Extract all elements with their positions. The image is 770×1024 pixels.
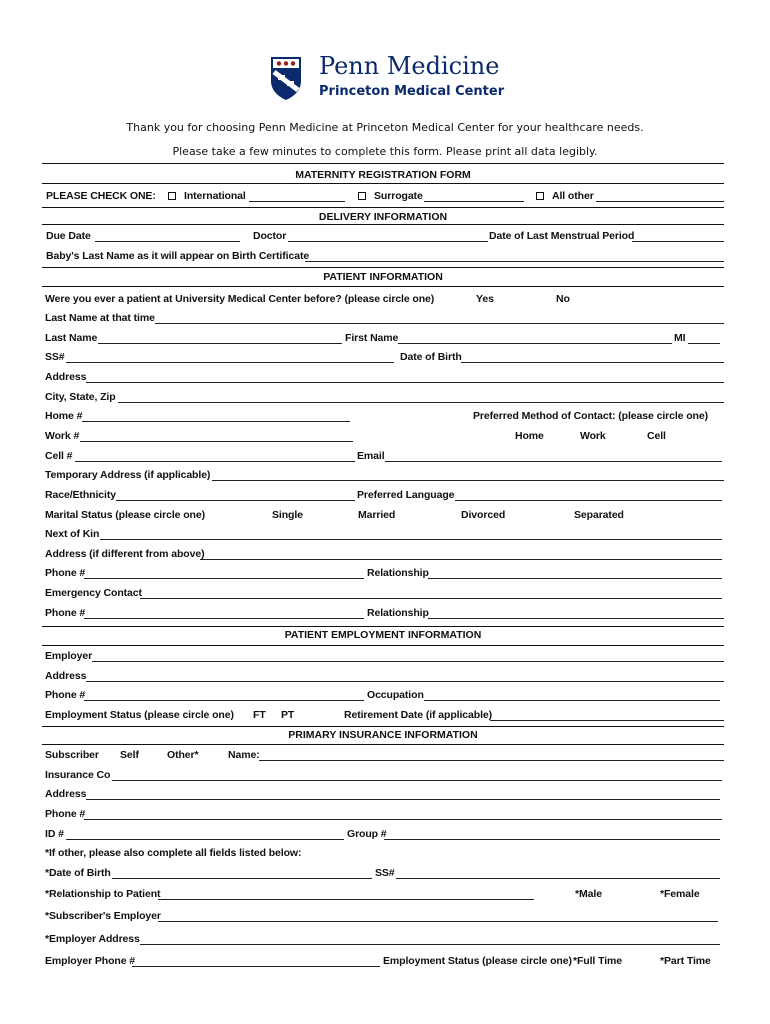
check-label: PLEASE CHECK ONE: [46,190,156,202]
first-name-label: First Name [345,332,399,344]
group-field[interactable] [384,839,720,840]
sub-employer-label: *Subscriber's Employer [45,910,161,922]
kin-label: Next of Kin [45,528,100,540]
language-label: Preferred Language [357,489,455,501]
penn-shield-icon [269,55,303,101]
ins-phone-label: Phone # [45,808,86,820]
option-no[interactable]: No [556,293,570,305]
checkbox-international[interactable] [168,190,246,202]
doctor-label: Doctor [253,230,287,242]
relationship-label: *Relationship to Patient [45,888,161,900]
emp-phone2-label: Employer Phone # [45,955,136,967]
employer-label: Employer [45,650,93,662]
emerg-phone-label: Phone # [45,607,86,619]
temp-address-label: Temporary Address (if applicable) [45,469,211,481]
option-full-time[interactable]: *Full Time [573,955,622,967]
cell-phone-label: Cell # [45,450,73,462]
group-label: Group # [347,828,387,840]
baby-name-field[interactable] [305,261,724,262]
emp-phone-field[interactable] [84,700,364,701]
kin-rel-field[interactable] [428,578,722,579]
option-work[interactable]: Work [580,430,606,442]
all-other-label: All other [552,190,594,202]
ins-co-field[interactable] [112,780,722,781]
emp-status2-label: Employment Status (please circle one) [383,955,572,967]
option-other[interactable]: Other* [167,749,199,761]
divider [42,744,724,745]
insurance-title: PRIMARY INSURANCE INFORMATION [288,729,478,741]
ins-address-field[interactable] [86,799,720,800]
baby-name-label: Baby's Last Name as it will appear on Birth Certificate [46,250,310,262]
option-part-time[interactable]: *Part Time [660,955,711,967]
emp-addr-label: *Employer Address [45,933,140,945]
option-separated[interactable]: Separated [574,509,624,521]
sub-employer-field[interactable] [158,921,718,922]
csz-label: City, State, Zip [45,391,116,403]
cell-phone-field[interactable] [75,461,355,462]
intro-line-2: Please take a few minutes to complete this form. Please print all data legibly. [172,145,598,158]
option-home[interactable]: Home [515,430,544,442]
email-field[interactable] [385,461,722,462]
brand-subtitle: Princeton Medical Center [319,84,505,99]
emerg-phone-field[interactable] [84,618,364,619]
language-field[interactable] [455,500,722,501]
temp-address-field[interactable] [212,480,724,481]
work-phone-field[interactable] [80,441,353,442]
ins-address-label: Address [45,788,87,800]
addr-diff-field[interactable] [200,559,722,560]
marital-label: Marital Status (please circle one) [45,509,205,521]
dob-label: Date of Birth [400,351,462,363]
emp-status-label: Employment Status (please circle one) [45,709,234,721]
divider [42,207,724,208]
emp-phone2-field[interactable] [132,966,380,967]
subscriber-label: Subscriber [45,749,99,761]
option-married[interactable]: Married [358,509,396,521]
emerg-rel-label: Relationship [367,607,429,619]
divider [42,626,724,627]
occupation-field[interactable] [424,700,720,701]
checkbox-surrogate[interactable] [358,190,423,202]
last-name-then-field[interactable] [155,323,724,324]
checkbox-all-other[interactable] [536,190,594,202]
employer-field[interactable] [92,661,724,662]
divider [42,224,724,225]
occupation-label: Occupation [367,689,424,701]
prev-patient-label: Were you ever a patient at University Medical Center before? (please circle one) [45,293,435,305]
brand-name: Penn Medicine [319,52,500,80]
patient-title: PATIENT INFORMATION [323,271,443,283]
option-single[interactable]: Single [272,509,303,521]
emp-address-field[interactable] [86,681,724,682]
address-field[interactable] [86,382,724,383]
sub-dob-label: *Date of Birth [45,867,111,879]
ins-co-label: Insurance Co [45,769,111,781]
surrogate-line [424,201,524,202]
id-field[interactable] [66,839,344,840]
lmp-field[interactable] [632,241,724,242]
option-cell[interactable]: Cell [647,430,666,442]
last-name-then-label: Last Name at that time [45,312,155,324]
kin-phone-field[interactable] [84,578,364,579]
kin-phone-label: Phone # [45,567,86,579]
race-label: Race/Ethnicity [45,489,116,501]
all-other-line [596,201,724,202]
divider [42,183,724,184]
dob-field[interactable] [461,362,724,363]
option-ft[interactable]: FT [253,709,266,721]
ss-field[interactable] [66,362,394,363]
home-phone-field[interactable] [82,421,350,422]
address-label: Address [45,371,87,383]
kin-field[interactable] [100,539,722,540]
intro-line-1: Thank you for choosing Penn Medicine at Princeton Medical Center for your healthcare needs. [126,121,644,134]
lmp-label: Date of Last Menstrual Period [489,230,635,242]
option-male[interactable]: *Male [575,888,602,900]
emergency-label: Emergency Contact [45,587,142,599]
due-date-label: Due Date [46,230,91,242]
first-name-field[interactable] [398,343,672,344]
due-date-field[interactable] [95,241,240,242]
sub-ss-field[interactable] [396,878,720,879]
sub-name-label: Name: [228,749,260,761]
international-label: International [184,190,246,202]
form-title: MATERNITY REGISTRATION FORM [295,169,471,181]
last-name-label: Last Name [45,332,98,344]
divider [42,645,724,646]
retire-label: Retirement Date (if applicable) [344,709,493,721]
home-phone-label: Home # [45,410,83,422]
id-label: ID # [45,828,64,840]
last-name-field[interactable] [98,343,342,344]
emp-address-label: Address [45,670,87,682]
emerg-rel-field[interactable] [428,618,724,619]
retire-field[interactable] [490,720,724,721]
emp-addr-field[interactable] [140,944,720,945]
divider [42,163,724,164]
option-female[interactable]: *Female [660,888,700,900]
option-yes[interactable]: Yes [476,293,494,305]
sub-name-field[interactable] [259,760,724,761]
pref-contact-label: Preferred Method of Contact: (please circle one) [473,410,708,422]
ins-note: *If other, please also complete all fields listed below: [45,847,302,859]
doctor-field[interactable] [288,241,488,242]
mi-label: MI [674,332,686,344]
divider [42,267,724,268]
delivery-title: DELIVERY INFORMATION [318,211,448,223]
relationship-field[interactable] [158,899,534,900]
csz-field[interactable] [118,402,724,403]
kin-rel-label: Relationship [367,567,429,579]
ss-label: SS# [45,351,65,363]
international-line [249,201,345,202]
emp-phone-label: Phone # [45,689,86,701]
sub-dob-field[interactable] [112,878,372,879]
divider [42,726,724,727]
divider [42,286,724,287]
option-divorced[interactable]: Divorced [461,509,506,521]
emergency-field[interactable] [140,598,722,599]
race-field[interactable] [116,500,355,501]
work-phone-label: Work # [45,430,80,442]
mi-field[interactable] [688,343,720,344]
option-pt[interactable]: PT [281,709,295,721]
employment-title: PATIENT EMPLOYMENT INFORMATION [284,629,482,641]
sub-ss-label: SS# [375,867,395,879]
addr-diff-label: Address (if different from above) [45,548,205,560]
email-label: Email [357,450,385,462]
option-self[interactable]: Self [120,749,139,761]
surrogate-label: Surrogate [374,190,423,202]
ins-phone-field[interactable] [84,819,722,820]
